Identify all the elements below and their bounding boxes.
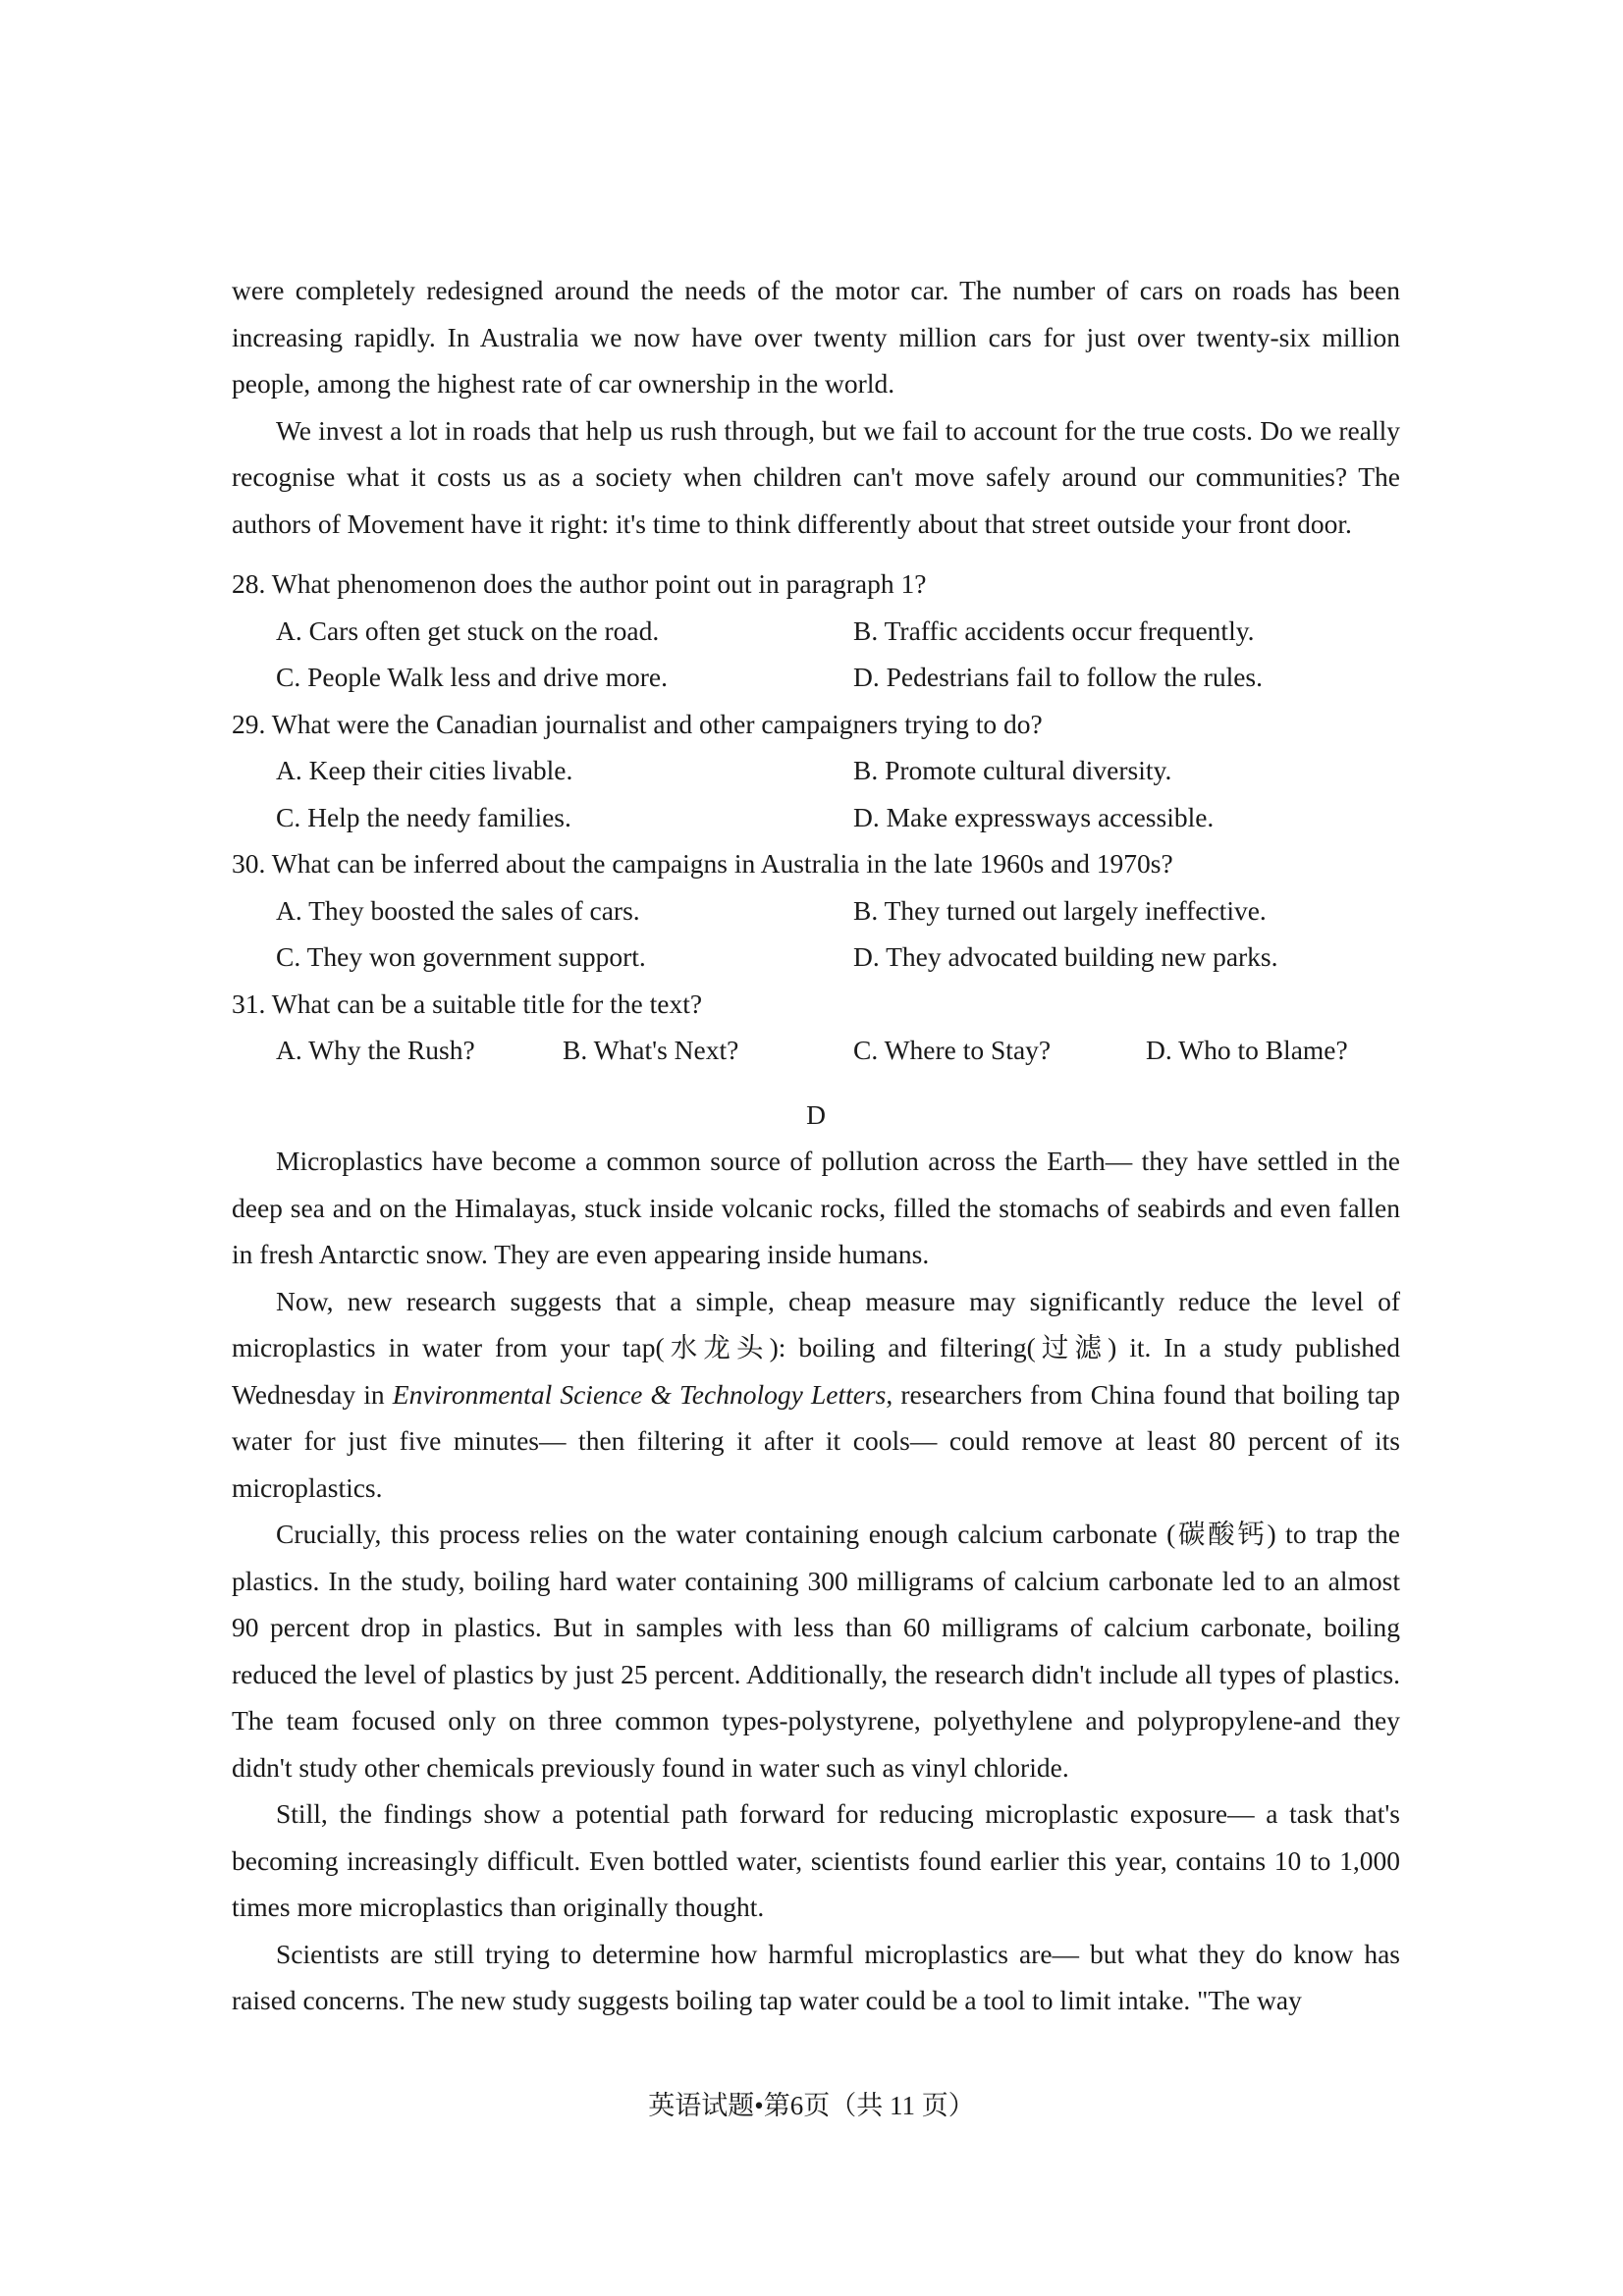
question-stem: 30. What can be inferred about the campaigns in Australia in the late 1960s and 1970s? (232, 848, 1173, 879)
question-stem: 31. What can be a suitable title for the text? (232, 988, 703, 1019)
question-item (232, 981, 1400, 1074)
answer-options (232, 747, 1400, 840)
exam-page-body (232, 267, 1400, 2024)
passage-paragraph: Scientists are still trying to determine how harmful microplastics are— but what they do know has raised concerns. The new study suggests boiling tap water could be a tool to limit intake. "The way (232, 1938, 1400, 2015)
question-item (232, 561, 1400, 701)
page-footer: 英语试题•第6页（共 11 页） (648, 2091, 975, 2120)
answer-option: D. They advocated building new parks. (853, 941, 1278, 972)
question-item (232, 840, 1400, 981)
passage-paragraph: were completely redesigned around the needs of the motor car. The number of cars on roads has been increasing rapidly. In Australia we now have over twenty million cars for just over twenty-six million people, among the highest rate of car ownership in the world. (232, 275, 1400, 399)
question-list (232, 561, 1400, 1074)
passage-paragraph: Still, the findings show a potential path forward for reducing microplastic exposure— a task that's becoming increasingly difficult. Even bottled water, scientists found earlier this year, contains 10 to 1,000 times more microplastics than originally thought. (232, 1798, 1400, 1922)
answer-option: A. Cars often get stuck on the road. (276, 614, 660, 646)
answer-options (232, 608, 1400, 701)
section-heading: D (806, 1098, 826, 1130)
journal-title: Environmental Science & Technology Letters (392, 1378, 887, 1410)
passage-paragraph: Crucially, this process relies on the water containing enough calcium carbonate (碳酸钙) to trap the plastics. In the study, boiling hard water containing 300 milligrams of calcium carbonate led to an almost 90 percent drop in plastics. But in samples with less than 60 milligrams of calcium carbonate, boiling reduced the level of plastics by just 25 percent. Additionally, the research didn't include all types of plastics. The team focused only on three common types-polystyrene, polyethylene and polypropylene-and they didn't study other chemicals previously found in water such as vinyl chloride. (232, 1519, 1400, 1783)
answer-option: B. Traffic accidents occur frequently. (853, 614, 1255, 646)
answer-option: A. Why the Rush? (276, 1035, 475, 1065)
answer-option: C. People Walk less and drive more. (276, 662, 669, 692)
answer-option: A. Keep their cities livable. (276, 755, 573, 785)
answer-option: C. They won government support. (276, 941, 646, 972)
passage-paragraph (232, 1278, 1400, 1512)
answer-option: B. What's Next? (563, 1035, 739, 1065)
answer-option: C. Help the needy families. (276, 801, 571, 832)
question-stem: 29. What were the Canadian journalist and other campaigners trying to do? (232, 708, 1043, 739)
paragraph-text: , researchers from China found that boiling tap water for just five minutes— then filtering it after it cools— could remove at least 80 percent of its microplastics. (232, 1378, 1400, 1503)
answer-option: D. Make expressways accessible. (853, 801, 1215, 832)
passage-paragraph: Microplastics have become a common source of pollution across the Earth— they have settled in the deep sea and on the Himalayas, stuck inside volcanic rocks, filled the stomachs of seabirds and even fallen in fresh Antarctic snow. They are even appearing inside humans. (232, 1146, 1400, 1269)
answer-options (232, 1027, 1400, 1074)
answer-option: B. Promote cultural diversity. (853, 755, 1172, 785)
answer-option: A. They boosted the sales of cars. (276, 894, 640, 926)
answer-options (232, 887, 1400, 981)
answer-option: C. Where to Stay? (853, 1035, 1052, 1065)
answer-option: D. Pedestrians fail to follow the rules. (853, 662, 1263, 692)
question-stem: 28. What phenomenon does the author point out in paragraph 1? (232, 568, 927, 599)
passage-paragraph: We invest a lot in roads that help us rush through, but we fail to account for the true costs. Do we really recognise what it costs us as a society when children can't move safely around our communities? The authors of Movement have it right: it's time to think differently about that street outside your front door. (232, 414, 1400, 539)
question-item (232, 701, 1400, 841)
paragraph-text: Now, new research suggests that a simple, cheap measure may significantly reduce the level of microplastics in water from your tap(水龙头): boiling and filtering(过滤) it. In a study published Wednesday in (232, 1285, 1400, 1410)
answer-option: B. They turned out largely ineffective. (853, 894, 1267, 926)
answer-option: D. Who to Blame? (1146, 1035, 1348, 1065)
